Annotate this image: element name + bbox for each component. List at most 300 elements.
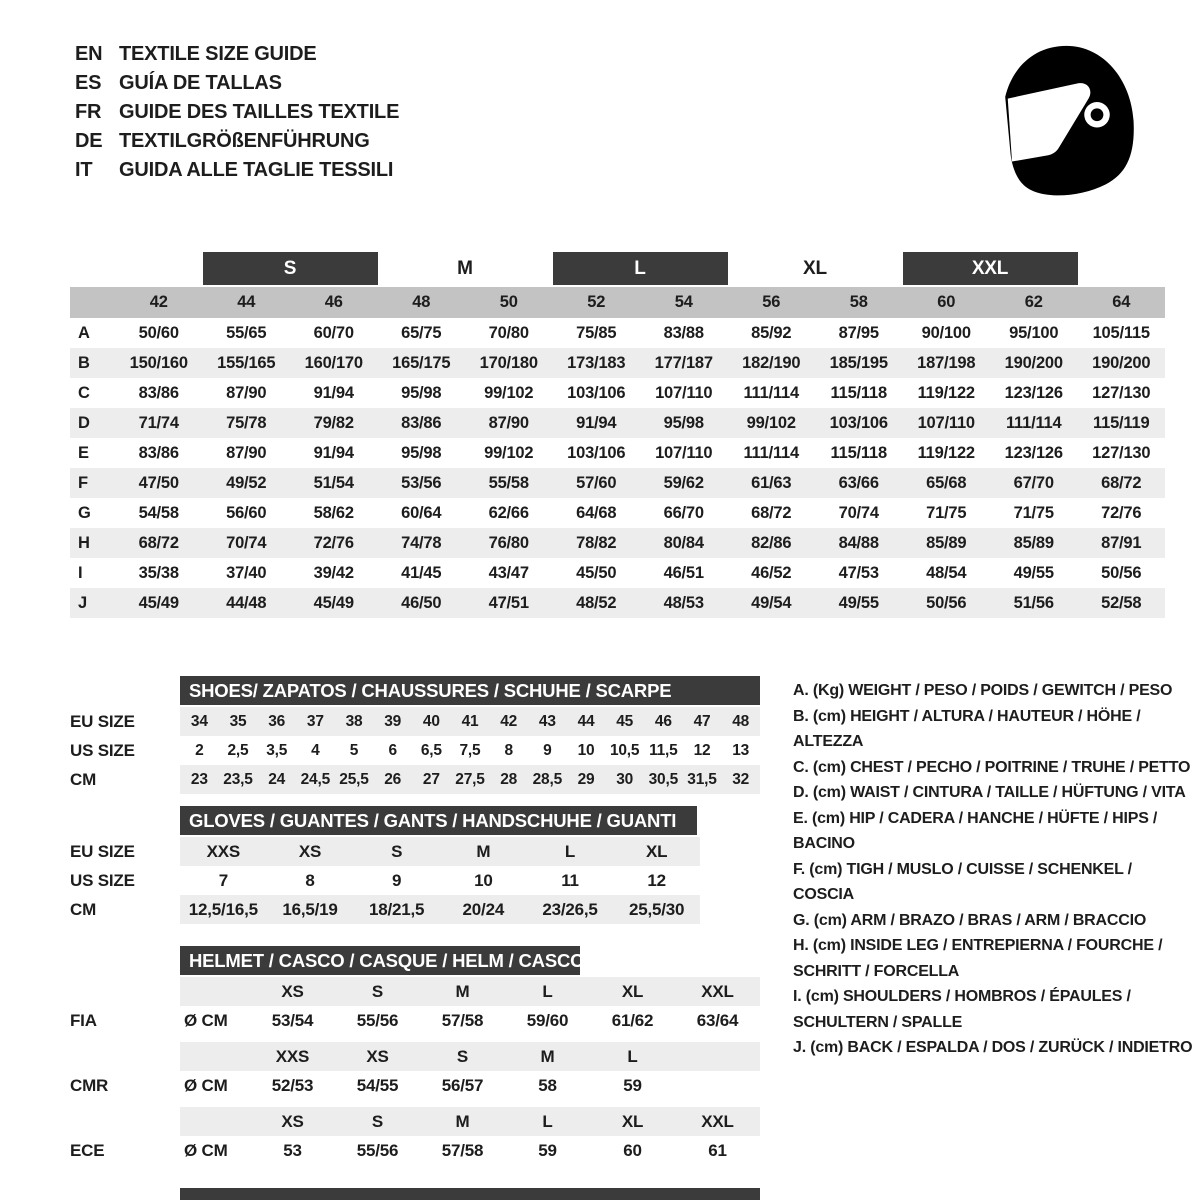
legend-item: D. (cm) WAIST / CINTURA / TAILLE / HÜFTUNG / VITA [793, 784, 1186, 801]
shoes-value: 40 [422, 712, 440, 730]
measure-row-i [70, 558, 1165, 588]
gloves-cells [180, 895, 700, 924]
helmet-value: 52/53 [271, 1075, 314, 1095]
measure-value: 60/64 [401, 503, 442, 522]
helmet-size: M [540, 1046, 555, 1066]
measure-value: 182/190 [742, 353, 801, 372]
measure-value: 83/86 [138, 443, 179, 462]
measure-value: 103/106 [829, 413, 888, 432]
group-gap [70, 1035, 770, 1042]
measure-row-f [70, 468, 1165, 498]
shoes-value: 9 [543, 741, 552, 759]
measure-value: 46/50 [401, 593, 442, 612]
measure-value: 177/187 [654, 353, 713, 372]
row-label: CM [70, 769, 97, 789]
helmet-size-cells [180, 977, 760, 1006]
helmet-value: 57/58 [441, 1140, 484, 1160]
shoes-value: 36 [268, 712, 286, 730]
helmet-size: XXL [701, 1111, 734, 1131]
shoes-value: 5 [349, 741, 359, 759]
helmet-size-cells [180, 1107, 760, 1136]
measure-value: 47/53 [838, 563, 879, 582]
measure-value: 55/58 [488, 473, 529, 492]
size-number: 46 [324, 293, 343, 311]
row-letter: H [78, 533, 90, 552]
shoes-value: 23 [190, 770, 208, 788]
measure-value: 87/90 [488, 413, 529, 432]
measure-value: 67/70 [1013, 473, 1054, 492]
measure-value: 95/98 [663, 413, 704, 432]
measure-value: 127/130 [1092, 443, 1151, 462]
helmet-value: 61/62 [611, 1010, 654, 1030]
helmet-size: XS [281, 1111, 304, 1131]
measure-value: 54/58 [138, 503, 179, 522]
language-line-es [75, 69, 399, 98]
shoes-value: 28,5 [532, 770, 563, 788]
shoes-value: 2,5 [227, 741, 249, 759]
shoes-value: 30 [616, 770, 634, 788]
helmet-value: 58 [538, 1075, 557, 1095]
row-label: EU SIZE [70, 711, 135, 731]
gloves-cells [180, 837, 700, 866]
measure-value: 91/94 [313, 383, 354, 402]
shoes-cells [180, 707, 760, 736]
shoes-size-table [70, 676, 770, 794]
size-letter-l: L [553, 252, 728, 285]
row-letter: E [78, 443, 89, 462]
measure-value: 74/78 [401, 533, 442, 552]
row-letter: B [78, 353, 90, 372]
language-line-en [75, 40, 399, 69]
measure-value: 91/94 [576, 413, 617, 432]
helmet-size: XL [621, 981, 644, 1001]
helmet-size: XXL [701, 981, 734, 1001]
measure-value: 51/54 [313, 473, 354, 492]
legend-item: B. (cm) HEIGHT / ALTURA / HAUTEUR / HÖHE / ALTEZZA [793, 707, 1141, 750]
measure-value: 78/82 [576, 533, 617, 552]
size-number: 64 [1112, 293, 1131, 311]
measure-value: 60/70 [313, 323, 354, 342]
shoes-value: 6,5 [420, 741, 442, 759]
shoes-value: 24,5 [300, 770, 331, 788]
measure-value: 72/76 [313, 533, 354, 552]
shoes-value: 28 [500, 770, 518, 788]
measure-value: 87/95 [838, 323, 879, 342]
gloves-value: XXS [206, 841, 241, 861]
shoes-value: 37 [306, 712, 324, 730]
helmet-rows [70, 977, 770, 1165]
measure-value: 82/86 [751, 533, 792, 552]
cropped-section-bar [180, 1188, 760, 1200]
standard-label: ECE [70, 1140, 105, 1160]
diameter-unit: Ø CM [184, 1010, 228, 1030]
measure-row-h [70, 528, 1165, 558]
helmet-size: XXS [275, 1046, 310, 1066]
shoes-value: 24 [268, 770, 286, 788]
helmet-value: 55/56 [356, 1140, 399, 1160]
measure-value: 99/102 [484, 383, 534, 402]
helmet-value: 55/56 [356, 1010, 399, 1030]
measure-value: 83/86 [401, 413, 442, 432]
measure-value: 50/60 [138, 323, 179, 342]
measure-value: 99/102 [484, 443, 534, 462]
shoes-value: 35 [229, 712, 247, 730]
measure-value: 75/85 [576, 323, 617, 342]
measure-value: 64/68 [576, 503, 617, 522]
measure-value: 87/91 [1101, 533, 1142, 552]
measure-value: 71/74 [138, 413, 179, 432]
diameter-unit: Ø CM [184, 1075, 228, 1095]
gloves-value: XL [645, 841, 668, 861]
measure-row-b [70, 348, 1165, 378]
gloves-row [70, 895, 770, 924]
measure-value: 150/160 [129, 353, 188, 372]
shoes-value: 27 [422, 770, 440, 788]
helmet-value-cells [180, 1006, 760, 1035]
shoes-value: 29 [577, 770, 595, 788]
gloves-size-table [70, 806, 770, 924]
measure-value: 70/74 [838, 503, 879, 522]
helmet-values-row [70, 1071, 770, 1100]
legend-item: I. (cm) SHOULDERS / HOMBROS / ÉPAULES / SCHULTERN / SPALLE [793, 988, 1131, 1031]
measure-value: 173/183 [567, 353, 626, 372]
helmet-value: 54/55 [356, 1075, 399, 1095]
measure-row-c [70, 378, 1165, 408]
shoes-value: 43 [538, 712, 556, 730]
shoes-value: 3,5 [266, 741, 288, 759]
measure-value: 65/75 [401, 323, 442, 342]
measure-value: 111/114 [743, 443, 799, 462]
size-letter-xl: XL [803, 257, 827, 279]
measure-value: 111/114 [743, 383, 799, 402]
measure-value: 49/54 [751, 593, 792, 612]
shoes-value: 27,5 [455, 770, 485, 788]
measure-value: 44/48 [226, 593, 267, 612]
size-number: 62 [1024, 293, 1043, 311]
gloves-value: XS [298, 841, 322, 861]
shoes-value: 48 [732, 712, 750, 730]
measure-value: 155/165 [217, 353, 276, 372]
measure-value: 49/55 [1013, 563, 1054, 582]
row-letter: A [78, 323, 90, 342]
row-letter: D [78, 413, 90, 432]
gloves-value: 25,5/30 [628, 899, 685, 919]
helmet-value: 59 [538, 1140, 557, 1160]
language-title: GUÍA DE TALLAS [119, 72, 282, 94]
measure-row-e [70, 438, 1165, 468]
measure-value: 51/56 [1013, 593, 1054, 612]
legend-item: A. (Kg) WEIGHT / PESO / POIDS / GEWITCH / PESO [793, 682, 1173, 699]
shoes-value: 10 [577, 741, 595, 759]
measure-value: 59/62 [663, 473, 704, 492]
helmet-size: L [627, 1046, 638, 1066]
gloves-value: 16,5/19 [282, 899, 338, 919]
helmet-size: S [371, 1111, 384, 1131]
shoes-value: 8 [504, 741, 513, 759]
measure-value: 68/72 [138, 533, 179, 552]
measure-value: 111/114 [1005, 413, 1062, 432]
measure-row-j [70, 588, 1165, 618]
measure-value: 91/94 [313, 443, 354, 462]
shoes-value: 39 [384, 712, 402, 730]
helmet-size-cells [180, 1042, 760, 1071]
legend-item: H. (cm) INSIDE LEG / ENTREPIERNA / FOURCHE / SCHRITT / FORCELLA [793, 937, 1163, 980]
measure-value: 66/70 [663, 503, 704, 522]
shoes-value: 46 [654, 712, 672, 730]
helmet-size: M [455, 1111, 470, 1131]
shoes-cells [180, 765, 760, 794]
shoes-value: 31,5 [687, 770, 717, 788]
measure-value: 48/53 [663, 593, 704, 612]
shoes-value: 4 [311, 741, 320, 759]
measure-value: 123/126 [1004, 443, 1063, 462]
measure-value: 83/86 [138, 383, 179, 402]
gloves-value: 23/26,5 [542, 899, 598, 919]
measure-value: 46/52 [751, 563, 792, 582]
shoes-value: 2 [195, 741, 204, 759]
size-letters-row [70, 252, 1165, 285]
helmet-sizes-row [70, 1042, 770, 1071]
measure-value: 87/90 [226, 383, 267, 402]
measure-row-g [70, 498, 1165, 528]
measure-value: 35/38 [138, 563, 179, 582]
helmet-value-cells [180, 1136, 760, 1165]
helmet-size: M [455, 981, 470, 1001]
measure-value: 71/75 [926, 503, 967, 522]
measure-value: 84/88 [838, 533, 879, 552]
gloves-section-title: GLOVES / GUANTES / GANTS / HANDSCHUHE / GUANTI [180, 806, 697, 835]
legend-item: J. (cm) BACK / ESPALDA / DOS / ZURÜCK / INDIETRO [793, 1039, 1193, 1056]
legend-item: F. (cm) TIGH / MUSLO / CUISSE / SCHENKEL / COSCIA [793, 860, 1132, 903]
legend-item: C. (cm) CHEST / PECHO / POITRINE / TRUHE / PETTO [793, 758, 1191, 776]
racing-helmet-icon [978, 34, 1148, 204]
language-code: EN [75, 43, 103, 65]
size-number: 54 [674, 293, 693, 311]
shoes-cells [180, 736, 760, 765]
language-title-list [75, 40, 399, 185]
measure-value: 56/60 [226, 503, 267, 522]
measure-value: 71/75 [1013, 503, 1054, 522]
measure-value: 80/84 [663, 533, 704, 552]
shoes-value: 10,5 [609, 741, 640, 759]
shoes-value: 47 [693, 712, 711, 730]
measure-value: 55/65 [226, 323, 267, 342]
helmet-size: S [371, 981, 384, 1001]
helmet-size: XS [281, 981, 304, 1001]
helmet-value: 59 [623, 1075, 642, 1095]
gloves-value: 11 [561, 870, 579, 890]
measure-value: 68/72 [1101, 473, 1142, 492]
language-line-fr [75, 98, 399, 127]
gloves-cells [180, 866, 700, 895]
row-letter: C [78, 383, 90, 402]
diameter-unit: Ø CM [184, 1140, 228, 1160]
gloves-value: M [476, 841, 491, 861]
measure-value: 85/89 [1013, 533, 1054, 552]
helmet-value-cells [180, 1071, 760, 1100]
measure-value: 190/200 [1092, 353, 1151, 372]
measure-value: 48/52 [576, 593, 617, 612]
shoes-rows [70, 707, 770, 794]
helmet-values-row [70, 1006, 770, 1035]
measure-value: 48/54 [926, 563, 967, 582]
measure-value: 70/80 [488, 323, 529, 342]
measure-value: 39/42 [313, 563, 354, 582]
measure-value: 185/195 [829, 353, 888, 372]
language-line-it [75, 156, 399, 185]
shoes-value: 41 [461, 712, 479, 730]
gloves-row [70, 837, 770, 866]
measure-value: 70/74 [226, 533, 267, 552]
shoes-value: 25,5 [339, 770, 369, 788]
language-code: FR [75, 101, 102, 123]
row-label: CM [70, 899, 97, 919]
helmet-value: 61 [708, 1140, 727, 1160]
row-label: US SIZE [70, 870, 135, 890]
gloves-value: 8 [305, 870, 315, 890]
shoes-value: 7,5 [459, 741, 481, 759]
measure-value: 75/78 [226, 413, 267, 432]
measure-value: 99/102 [746, 413, 796, 432]
gloves-value: 7 [218, 870, 228, 890]
measure-rows [70, 318, 1165, 618]
gloves-value: 18/21,5 [368, 899, 425, 919]
measure-value: 53/56 [401, 473, 442, 492]
measure-value: 90/100 [921, 323, 971, 342]
language-code: IT [75, 159, 93, 181]
measure-value: 62/66 [488, 503, 529, 522]
size-letter-s: S [203, 252, 378, 285]
measure-value: 63/66 [838, 473, 879, 492]
measure-value: 68/72 [751, 503, 792, 522]
measure-value: 187/198 [917, 353, 976, 372]
language-title: GUIDE DES TAILLES TEXTILE [119, 101, 400, 123]
helmet-size: XS [366, 1046, 389, 1066]
measure-value: 115/118 [830, 443, 887, 462]
measure-value: 50/56 [926, 593, 967, 612]
size-number: 50 [499, 293, 518, 311]
measure-value: 50/56 [1101, 563, 1142, 582]
shoes-value: 11,5 [649, 741, 678, 759]
measure-value: 107/110 [655, 383, 713, 402]
shoes-value: 13 [732, 741, 750, 759]
gloves-value: S [391, 841, 403, 861]
gloves-value: L [564, 841, 576, 861]
measure-value: 47/50 [138, 473, 179, 492]
language-title: TEXTILGRÖßENFÜHRUNG [119, 130, 370, 152]
measure-value: 52/58 [1101, 593, 1142, 612]
measure-value: 57/60 [576, 473, 617, 492]
row-letter: J [78, 593, 87, 612]
textile-size-table [70, 252, 1165, 618]
measure-value: 107/110 [917, 413, 975, 432]
language-line-de [75, 127, 399, 156]
measure-value: 119/122 [917, 443, 975, 462]
measure-value: 45/50 [576, 563, 617, 582]
measure-value: 103/106 [567, 443, 626, 462]
legend-item: E. (cm) HIP / CADERA / HANCHE / HÜFTE / HIPS / BACINO [793, 809, 1158, 852]
shoes-value: 45 [616, 712, 634, 730]
measure-value: 170/180 [479, 353, 538, 372]
helmet-size: XL [621, 1111, 644, 1131]
helmet-sizes-row [70, 977, 770, 1006]
shoes-value: 44 [577, 712, 595, 730]
size-letter-xxl: XXL [903, 252, 1078, 285]
measure-value: 49/55 [838, 593, 879, 612]
standard-label: FIA [70, 1010, 97, 1030]
size-number: 52 [587, 293, 606, 311]
helmet-value: 53 [283, 1140, 302, 1160]
helmet-value: 59/60 [526, 1010, 569, 1030]
gloves-value: 10 [474, 870, 493, 890]
measurement-legend [793, 678, 1193, 1061]
measure-value: 103/106 [567, 383, 626, 402]
size-number: 48 [412, 293, 431, 311]
measure-value: 43/47 [488, 563, 529, 582]
measure-value: 58/62 [313, 503, 354, 522]
measure-row-a [70, 318, 1165, 348]
language-title: TEXTILE SIZE GUIDE [119, 43, 317, 65]
size-letter-m: M [457, 257, 473, 279]
measure-value: 83/88 [663, 323, 704, 342]
shoes-value: 30,5 [648, 770, 679, 788]
row-letter: F [78, 473, 88, 492]
measure-value: 123/126 [1004, 383, 1063, 402]
size-number: 60 [937, 293, 956, 311]
shoes-value: 23,5 [223, 770, 253, 788]
measure-value: 119/122 [917, 383, 975, 402]
gloves-row [70, 866, 770, 895]
shoes-value: 26 [384, 770, 402, 788]
gloves-value: 12 [647, 870, 666, 890]
row-letter: G [78, 503, 91, 522]
measure-value: 115/119 [1093, 413, 1150, 432]
shoes-row [70, 765, 770, 794]
measure-value: 45/49 [138, 593, 179, 612]
size-number: 58 [849, 293, 868, 311]
group-gap [70, 1100, 770, 1107]
shoes-value: 34 [190, 712, 208, 730]
row-label: EU SIZE [70, 841, 135, 861]
gloves-value: 20/24 [462, 899, 505, 919]
helmet-size: L [542, 1111, 553, 1131]
size-number: 42 [149, 293, 168, 311]
measure-value: 95/100 [1009, 323, 1059, 342]
numeric-sizes-band [70, 287, 1165, 318]
measure-value: 46/51 [663, 563, 704, 582]
measure-value: 127/130 [1092, 383, 1151, 402]
size-number: 44 [237, 293, 256, 311]
row-letter: I [78, 563, 83, 582]
standard-label: CMR [70, 1075, 109, 1095]
helmet-sizes-row [70, 1107, 770, 1136]
gloves-value: 12,5/16,5 [188, 899, 258, 919]
helmet-size: L [542, 981, 553, 1001]
measure-value: 105/115 [1092, 323, 1150, 342]
measure-value: 65/68 [926, 473, 967, 492]
shoes-value: 12 [693, 741, 711, 759]
helmet-value: 60 [623, 1140, 642, 1160]
helmet-size-table [70, 946, 770, 1165]
legend-item: G. (cm) ARM / BRAZO / BRAS / ARM / BRACCIO [793, 911, 1147, 929]
measure-value: 61/63 [751, 473, 792, 492]
measure-row-d [70, 408, 1165, 438]
measure-value: 87/90 [226, 443, 267, 462]
measure-value: 165/175 [392, 353, 451, 372]
measure-value: 95/98 [401, 383, 442, 402]
measure-value: 85/92 [751, 323, 792, 342]
shoes-section-title: SHOES/ ZAPATOS / CHAUSSURES / SCHUHE / SCARPE [180, 676, 760, 705]
